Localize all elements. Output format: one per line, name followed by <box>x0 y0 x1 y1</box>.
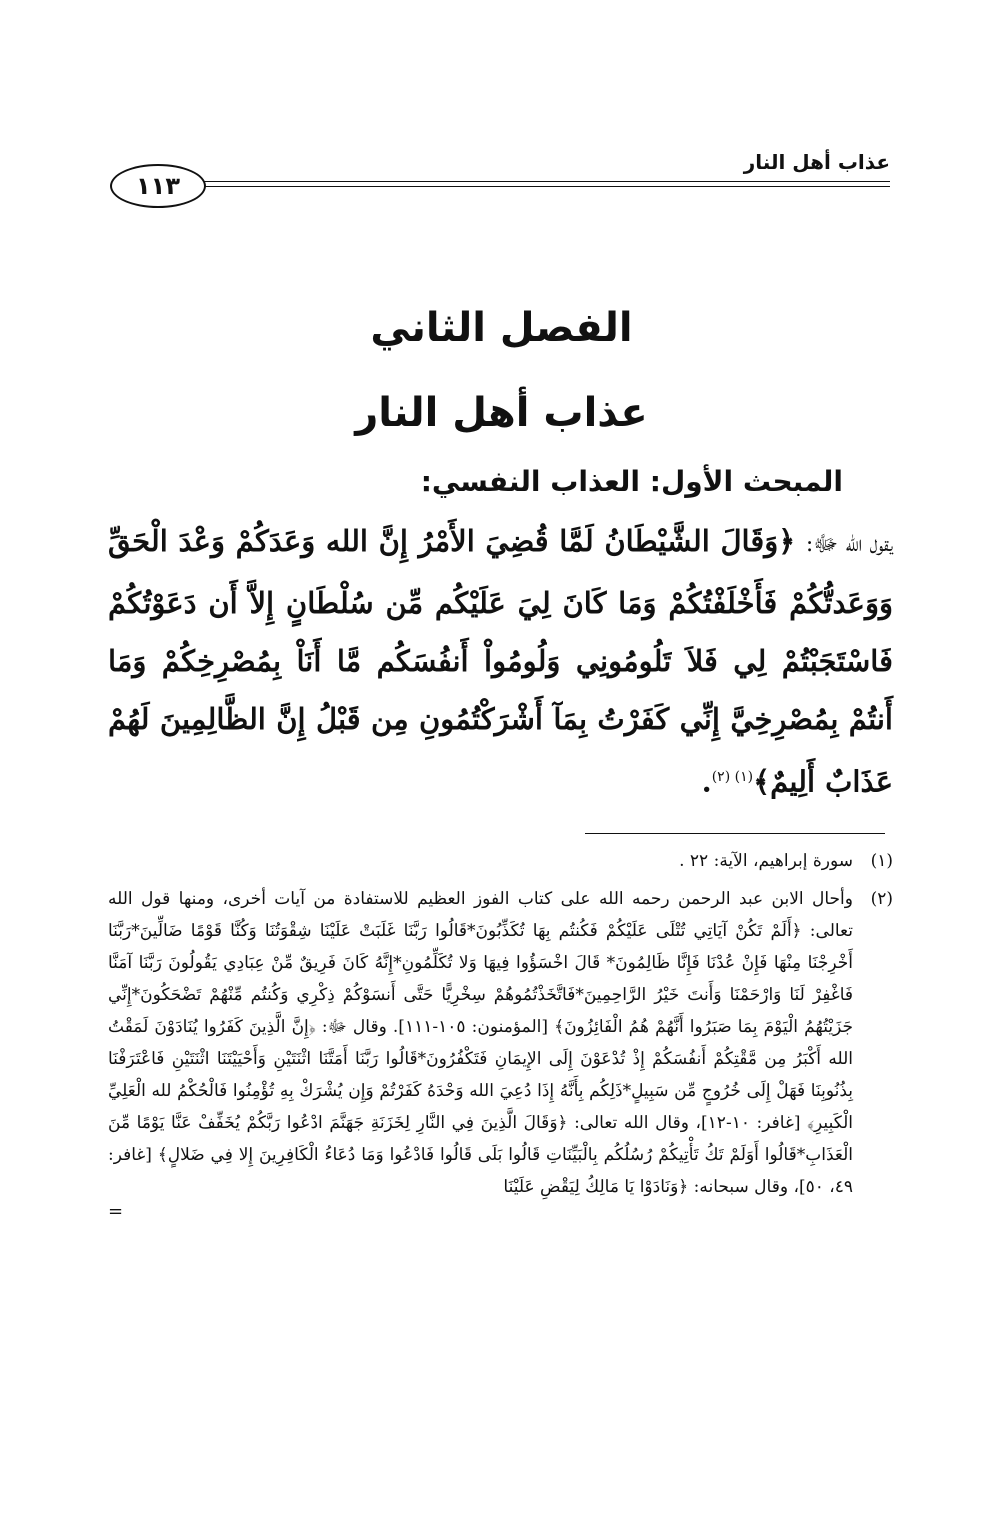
chapter-title: الفصل الثاني <box>370 305 633 351</box>
section-heading: المبحث الأول: العذاب النفسي: <box>420 465 843 498</box>
header-rule <box>180 181 890 187</box>
page-header <box>110 150 890 200</box>
quran-verse: ﴿وَقَالَ الشَّيْطَانُ لَمَّا قُضِيَ الأَمْرُ إِنَّ الله وَعَدَكُمْ وَعْدَ الْحَقِّ وَوَعَدتُّكُمْ فَأَخْلَفْتُكُمْ وَمَا كَانَ لِيَ عَلَيْكُم مِّن سُلْطَانٍ إِلاَّ أَن دَعَوْتُكُمْ فَاسْتَجَبْتُمْ لِي فَلاَ تَلُومُونِي وَلُومُواْ أَنفُسَكُم مَّا أَنَاْ بِمُصْرِخِكُمْ وَمَا أَنتُمْ بِمُصْرِخِيَّ إِنِّي كَفَرْتُ بِمَآ أَشْرَكْتُمُونِ مِن قَبْلُ إِنَّ الظَّالِمِينَ لَهُمْ عَذَابٌ أَلِيمٌ﴾ <box>108 524 893 799</box>
footnote-1 <box>108 845 893 877</box>
footnotes <box>108 845 893 1227</box>
main-paragraph <box>108 512 893 811</box>
continuation-mark: = <box>108 1201 124 1222</box>
page-number: ١١٣ <box>110 164 206 208</box>
footnote-number: (١) <box>870 851 893 871</box>
chapter-subtitle: عذاب أهل النار <box>355 390 648 436</box>
footnote-refs: (١) (٢) <box>711 769 754 785</box>
footnote-number: (٢) <box>870 889 893 909</box>
verse-intro: يقول الله ﷻ: <box>805 532 893 557</box>
footnote-text: وأحال الابن عبد الرحمن رحمه الله على كتاب الفوز العظيم للاستفادة من آيات أخرى، ومنها قول الله تعالى: ﴿أَلَمْ تَكُنْ آيَاتِي تُتْلَى عَلَيْكُمْ فَكُنتُم بِهَا تُكَذِّبُونَ*قَالُوا رَبَّنَا غَلَبَتْ عَلَيْنَا شِقْوَتُنَا وَكُنَّا قَوْمًا ضَالِّينَ*رَبَّنَا أَخْرِجْنَا مِنْهَا فَإِنْ عُدْنَا فَإِنَّا ظَالِمُونَ* قَالَ اخْسَؤُوا فِيهَا وَلا تُكَلِّمُونِ*إِنَّهُ كَانَ فَرِيقٌ مِّنْ عِبَادِي يَقُولُونَ رَبَّنَا آمَنَّا فَاغْفِرْ لَنَا وَارْحَمْنَا وَأَنتَ خَيْرُ الرَّاحِمِينَ*فَاتَّخَذْتُمُوهُمْ سِخْرِيًّا حَتَّى أَنسَوْكُمْ ذِكْرِي وَكُنتُم مِّنْهُمْ تَضْحَكُونَ*إِنِّي جَزَيْتُهُمُ الْيَوْمَ بِمَا صَبَرُوا أَنَّهُمْ هُمُ الْفَائِزُونَ﴾ [المؤمنون: ١٠٥-١١١]. وقال ﷻ: ﴿إِنَّ الَّذِينَ كَفَرُوا يُنَادَوْنَ لَمَقْتُ الله أَكْبَرُ مِن مَّقْتِكُمْ أَنفُسَكُمْ إِذْ تُدْعَوْنَ إِلَى الإِيمَانِ فَتَكْفُرُونَ*قَالُوا رَبَّنَا أَمَتَّنَا اثْنَتَيْنِ وَأَحْيَيْتَنَا اثْنَتَيْنِ فَاعْتَرَفْنَا بِذُنُوبِنَا فَهَلْ إِلَى خُرُوجٍ مِّن سَبِيلٍ*ذَلِكُم بِأَنَّهُ إِذَا دُعِيَ الله وَحْدَهُ كَفَرْتُمْ وَإِن يُشْرَكْ بِهِ تُؤْمِنُوا فَالْحُكْمُ لله الْعَلِيِّ الْكَبِيرِ﴾ [غافر: ١٠-١٢]، وقال الله تعالى: ﴿وَقَالَ الَّذِينَ فِي النَّارِ لِخَزَنَةِ جَهَنَّمَ ادْعُوا رَبَّكُمْ يُخَفِّفْ عَنَّا يَوْمًا مِّنَ الْعَذَابِ*قَالُوا أَوَلَمْ تَكُ تَأْتِيكُمْ رُسُلُكُم بِالْبَيِّنَاتِ قَالُوا بَلَى قَالُوا فَادْعُوا وَمَا دُعَاءُ الْكَافِرِينَ إِلا فِي ضَلالٍ﴾ [غافر: ٤٩، ٥٠]، وقال سبحانه: ﴿وَنَادَوْا يَا مَالِكُ لِيَقْضِ عَلَيْنَا <box>108 889 853 1197</box>
paragraph-end: . <box>701 764 712 799</box>
footnote-separator <box>585 833 885 834</box>
footnote-2 <box>108 883 893 1221</box>
running-title: عذاب أهل النار <box>743 150 890 174</box>
footnote-text: سورة إبراهيم، الآية: ٢٢ . <box>679 851 853 871</box>
